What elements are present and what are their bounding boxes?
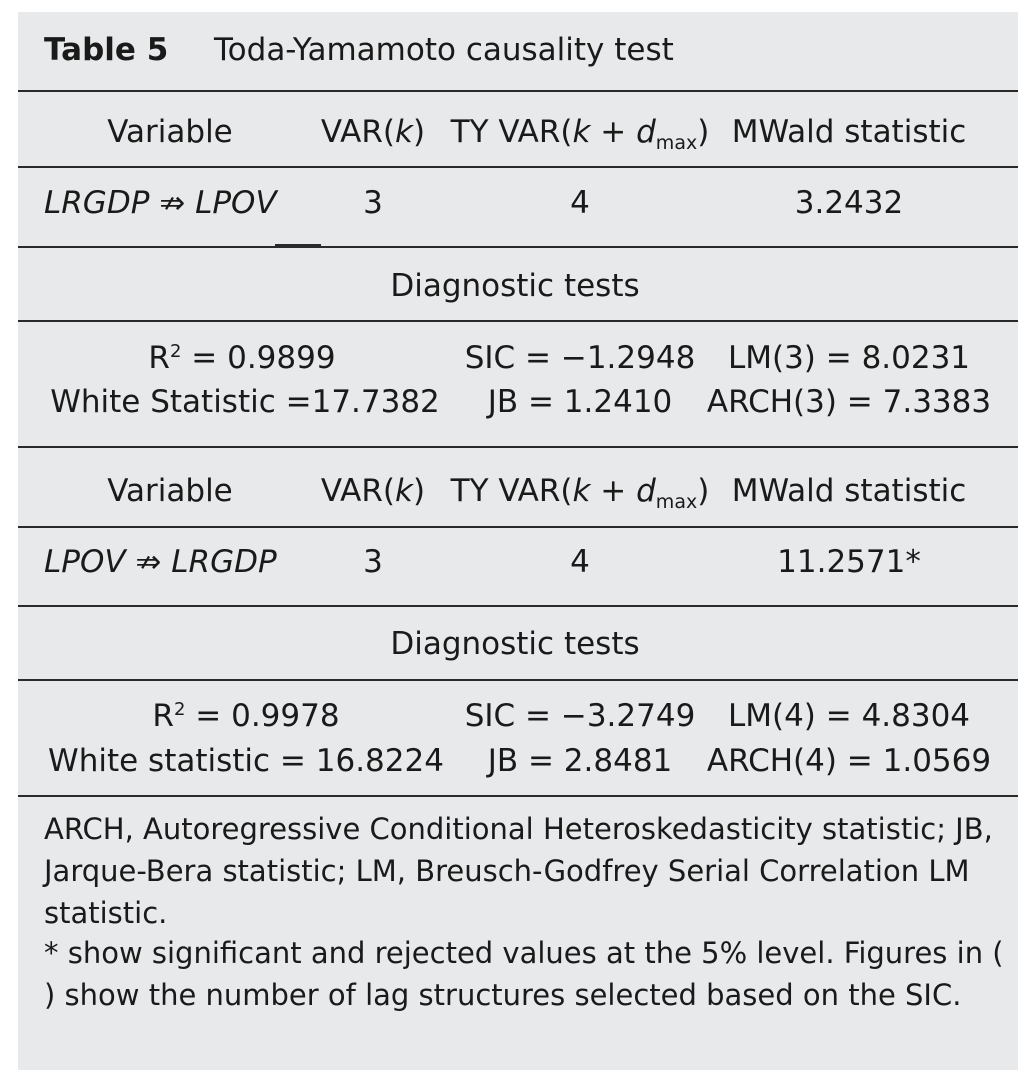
lm-stat-1: LM(3) = 8.0231	[727, 340, 971, 376]
header-mwald-2: MWald statistic	[731, 473, 967, 509]
row-ty-var-2: 4	[570, 544, 590, 580]
header-variable-2: Variable	[107, 473, 233, 509]
rule-top	[18, 90, 1018, 92]
row-var-k-1: 3	[363, 185, 383, 221]
row-variable-2: LPOV ⇏ LRGDP	[44, 544, 277, 580]
r2-stat-1: $R^2 = 0.9899$	[148, 340, 336, 376]
table-title: Toda-Yamamoto causality test	[214, 32, 674, 68]
row-ty-var-1: 4	[570, 185, 590, 221]
rule-bottom	[18, 795, 1018, 797]
row-variable-1: LRGDP ⇏ LPOV	[44, 185, 277, 221]
header-mwald-1: MWald statistic	[731, 114, 967, 150]
table-label: Table 5	[44, 32, 169, 68]
header-ty-var-2: TY $VAR(k + d_{max})$	[450, 473, 710, 513]
arch-stat-1: ARCH(3) = 7.3383	[706, 384, 992, 420]
rule-data-2	[18, 605, 1018, 607]
rule-header-2	[18, 526, 1018, 528]
rule-header-1	[18, 166, 1018, 168]
diagnostic-title-1: Diagnostic tests	[390, 268, 640, 304]
sic-stat-1: SIC = −1.2948	[464, 340, 696, 376]
rule-data-1	[18, 246, 1018, 248]
header-ty-var-1: TY $VAR(k + d_{max})$	[450, 114, 710, 154]
jb-stat-1: JB = 1.2410	[487, 384, 673, 420]
header-var-k-2: VAR(k)	[320, 473, 426, 509]
rule-block-1	[18, 446, 1018, 448]
diagnostic-title-2: Diagnostic tests	[390, 626, 640, 662]
lm-stat-2: LM(4) = 4.8304	[727, 698, 971, 734]
header-var-k-1: VAR(k)	[320, 114, 426, 150]
arch-stat-2: ARCH(4) = 1.0569	[706, 743, 992, 779]
sic-stat-2: SIC = −3.2749	[464, 698, 696, 734]
footnote-abbreviations: ARCH, Autoregressive Conditional Heteroskedasticity statistic; JB, Jarque-Bera statistic; LM, Breusch-Godfrey Serial Correlation LM statistic.	[44, 812, 993, 930]
row-var-k-2: 3	[363, 544, 383, 580]
r2-stat-2: $R^2 = 0.9978$	[152, 698, 340, 734]
rule-diag-1	[18, 320, 1018, 322]
white-stat-1: White Statistic =17.7382	[50, 384, 440, 420]
rule-diag-2	[18, 679, 1018, 681]
footnote-significance: * show significant and rejected values at the 5% level. Figures in ( ) show the number of lag structures selected based on the SIC.	[44, 936, 1004, 1012]
header-variable-1: Variable	[107, 114, 233, 150]
white-stat-2: White statistic = 16.8224	[48, 743, 444, 779]
jb-stat-2: JB = 2.8481	[487, 743, 673, 779]
table-caption	[44, 32, 674, 68]
row-mwald-2: 11.2571*	[777, 544, 921, 580]
row-mwald-1: 3.2432	[794, 185, 904, 221]
